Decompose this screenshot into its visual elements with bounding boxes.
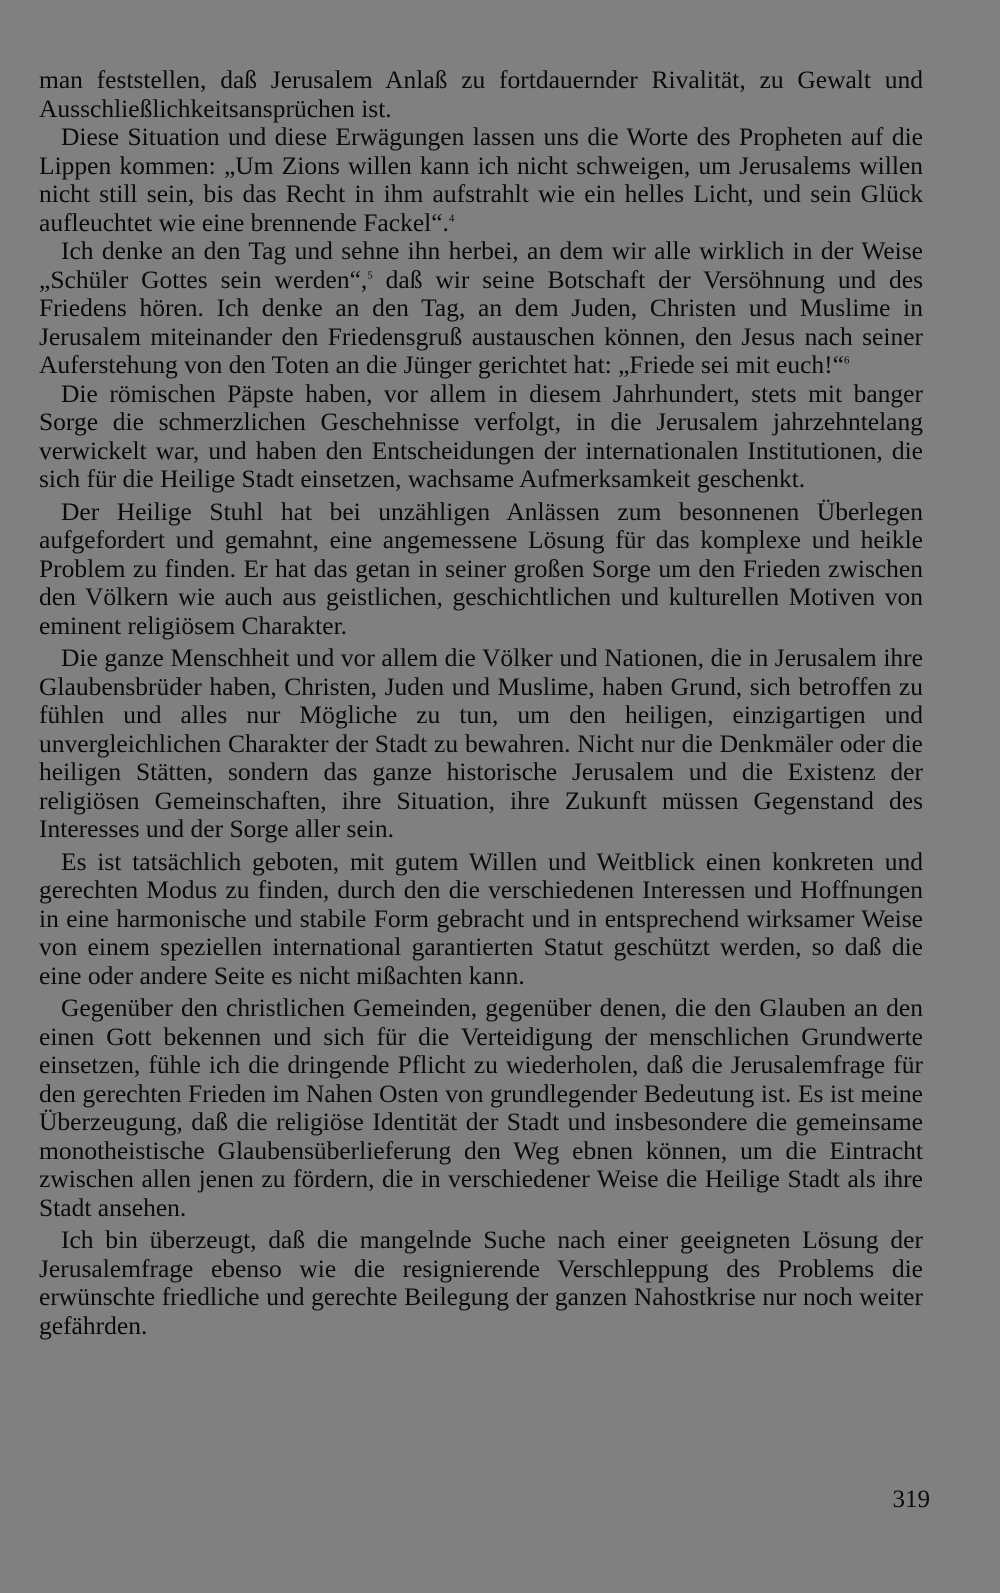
paragraph: Ich bin überzeugt, daß die mangelnde Suche nach einer geeigneten Lösung der Jerusalemfrage ebenso wie die resignierende Verschleppung des Problems die erwünschte friedliche und gerechte Beilegung der ganzen Nahostkrise nur noch weiter gefährden. xyxy=(39,1225,923,1340)
paragraph: Der Heilige Stuhl hat bei unzähligen Anlässen zum besonnenen Überlegen aufgefordert und gemahnt, eine angemessene Lösung für das komplexe und heikle Problem zu finden. Er hat das getan in seiner großen Sorge um den Frieden zwischen den Völkern wie auch aus geistlichen, geschichtlichen und kulturellen Motiven von eminent religiösem Charakter. xyxy=(39,496,923,640)
paragraph: Gegenüber den christlichen Gemeinden, gegenüber denen, die den Glauben an den einen Gott bekennen und sich für die Verteidigung der menschlichen Grundwerte einsetzen, fühle ich die dringende Pflicht zu wiederholen, daß die Jerusalemfrage für den gerechten Frieden im Nahen Osten von grundlegender Bedeutung ist. Es ist meine Überzeugung, daß die religiöse Identität der Stadt und insbesondere die gemeinsame monotheistische Glaubensüberlieferung den Weg ebnen können, um die Eintracht zwischen allen jenen zu fördern, die in verschiedener Weise die Heilige Stadt als ihre Stadt ansehen. xyxy=(39,993,923,1222)
body-text xyxy=(39,66,923,1340)
footnote-marker: 6 xyxy=(843,354,850,367)
page-number: 319 xyxy=(892,1486,930,1513)
paragraph: Die römischen Päpste haben, vor allem in diesem Jahrhundert, stets mit banger Sorge die schmerzlichen Geschehnisse verfolgt, in die Jerusalem jahrzehntelang verwickelt war, und haben den Entscheidungen der internationalen Institutionen, die sich für die Heilige Stadt einsetzen, wachsame Aufmerksamkeit geschenkt. xyxy=(39,378,923,493)
footnote-marker: 5 xyxy=(367,269,373,281)
footnote-marker: 4 xyxy=(448,212,455,224)
paragraph: Es ist tatsächlich geboten, mit gutem Willen und Weitblick einen konkreten und gerechten Modus zu finden, durch den die verschiedenen Interessen und Hoffnungen in eine harmonische und stabile Form gebracht und in entsprechend wirksamer Weise von einem speziellen international garantierten Statut geschützt werden, so daß die eine oder andere Seite es nicht mißachten kann. xyxy=(39,846,923,990)
paragraph: Diese Situation und diese Erwägungen lassen uns die Worte des Propheten auf die Lippen kommen: „Um Zions willen kann ich nicht schweigen, um Jerusalems willen nicht still sein, bis das Recht in ihm aufstrahlt wie ein helles Licht, und sein Glück aufleuchtet wie eine brennende Fackel“.$^4$ xyxy=(39,122,923,237)
paragraph: Die ganze Menschheit und vor allem die Völker und Nationen, die in Jerusalem ihre Glaubensbrüder haben, Christen, Juden und Muslime, haben Grund, sich betroffen zu fühlen und alles nur Mögliche zu tun, um den heiligen, einzigartigen und unvergleichlichen Charakter der Stadt zu bewahren. Nicht nur die Denkmäler oder die heiligen Stätten, sondern das ganze historische Jerusalem und die Existenz der religiösen Gemeinschaften, ihre Situation, ihre Zukunft müssen Gegenstand des Interesses und der Sorge aller sein. xyxy=(39,643,923,843)
paragraph: man feststellen, daß Jerusalem Anlaß zu fortdauernder Rivalität, zu Gewalt und Ausschließlichkeitsansprüchen ist. xyxy=(39,65,923,123)
paragraph: Ich denke an den Tag und sehne ihn herbei, an dem wir alle wirklich in der Weise „Schüler Gottes sein werden“,$^5$ daß wir seine Botschaft der Versöhnung und des Friedens hören. Ich denke an den Tag, an dem Juden, Christen und Muslime in Jerusalem miteinander den Friedensgruß austauschen können, den Jesus nach seiner Auferstehung von den Toten an die Jünger gerichtet hat: „Friede sei mit euch!“$^6$ xyxy=(39,236,923,379)
